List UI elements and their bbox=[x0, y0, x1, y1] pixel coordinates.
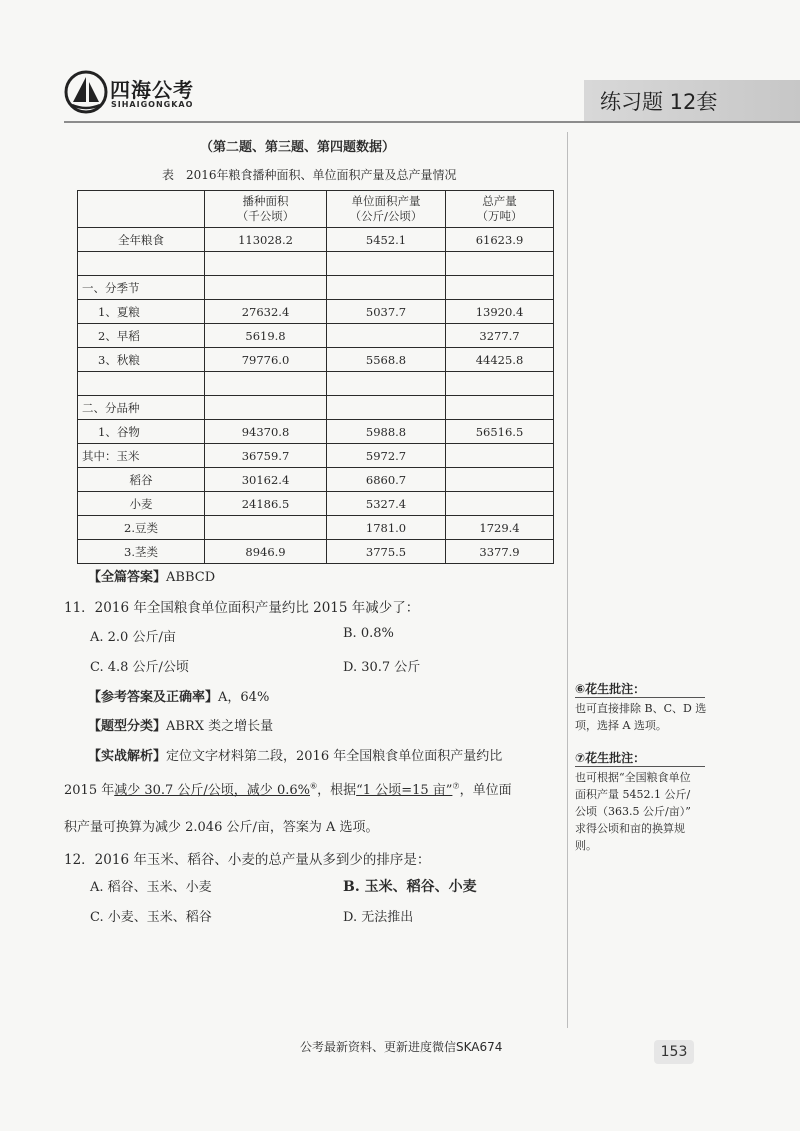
table-cell bbox=[446, 372, 554, 396]
table-header-row bbox=[78, 191, 554, 228]
table-row bbox=[78, 468, 554, 492]
table-cell: 24186.5 bbox=[205, 492, 327, 516]
table-cell bbox=[327, 372, 446, 396]
brand-name: 四海公考 bbox=[110, 78, 194, 102]
table-cell: 3.茎类 bbox=[78, 540, 205, 564]
table-cell bbox=[446, 468, 554, 492]
table-header-cell: 单位面积产量 （公斤/公顷） bbox=[327, 191, 446, 228]
q12-option-b: B. 玉米、稻谷、小麦 bbox=[343, 879, 477, 895]
table-cell: 全年粮食 bbox=[78, 228, 205, 252]
table-cell: 8946.9 bbox=[205, 540, 327, 564]
table-cell: 1781.0 bbox=[327, 516, 446, 540]
table-cell bbox=[78, 372, 205, 396]
q12-stem: 12．2016 年玉米、稻谷、小麦的总产量从多到少的排序是： bbox=[64, 852, 431, 868]
table-cell: 113028.2 bbox=[205, 228, 327, 252]
table-row bbox=[78, 516, 554, 540]
set-badge bbox=[584, 80, 800, 122]
table-cell: 其中：玉米 bbox=[78, 444, 205, 468]
table-cell bbox=[327, 252, 446, 276]
table-cell bbox=[205, 276, 327, 300]
note-6-title: ⑥花生批注： bbox=[575, 682, 646, 696]
table-cell: 5972.7 bbox=[327, 444, 446, 468]
table-cell: 1729.4 bbox=[446, 516, 554, 540]
table-header-cell bbox=[78, 191, 205, 228]
column-divider bbox=[567, 132, 568, 1028]
table-cell: 5568.8 bbox=[327, 348, 446, 372]
table-cell bbox=[446, 444, 554, 468]
table-row bbox=[78, 324, 554, 348]
table-title: 表 2016年粮食播种面积、单位面积产量及总产量情况 bbox=[162, 168, 457, 182]
table-cell: 5037.7 bbox=[327, 300, 446, 324]
table-cell: 79776.0 bbox=[205, 348, 327, 372]
brand-logo bbox=[64, 70, 204, 116]
table-row bbox=[78, 444, 554, 468]
table-cell: 44425.8 bbox=[446, 348, 554, 372]
table-cell: 36759.7 bbox=[205, 444, 327, 468]
table-cell bbox=[205, 516, 327, 540]
table-cell: 6860.7 bbox=[327, 468, 446, 492]
all-answers: 【全篇答案】ABBCD bbox=[88, 570, 216, 585]
note-7-rule bbox=[575, 766, 705, 767]
page-number: 153 bbox=[654, 1040, 694, 1064]
q11-reference-answer: 【参考答案及正确率】A，64% bbox=[88, 690, 270, 705]
table-cell bbox=[446, 276, 554, 300]
sailboat-logo-icon bbox=[64, 70, 108, 114]
q11-option-b: B. 0.8% bbox=[343, 626, 394, 641]
table-cell: 1、夏粮 bbox=[78, 300, 205, 324]
brand-subtitle: SIHAIGONGKAO bbox=[111, 100, 194, 109]
table-cell bbox=[327, 396, 446, 420]
table-cell bbox=[446, 492, 554, 516]
note-7-text: 也可根据“全国粮食单位 面积产量 5452.1 公斤/ 公顷（363.5 公斤/亩）” 求得公顷和亩的换算规 则。 bbox=[575, 771, 691, 852]
table-row bbox=[78, 252, 554, 276]
table-row bbox=[78, 420, 554, 444]
table-cell: 小麦 bbox=[78, 492, 205, 516]
table-cell: 2、早稻 bbox=[78, 324, 205, 348]
footer-text: 公考最新资料、更新进度微信SKA674 bbox=[300, 1040, 503, 1054]
q11-option-c: C. 4.8 公斤/公顷 bbox=[90, 660, 189, 675]
table-cell: 56516.5 bbox=[446, 420, 554, 444]
table-cell: 3277.7 bbox=[446, 324, 554, 348]
table-cell: 3、秋粮 bbox=[78, 348, 205, 372]
note-7-title: ⑦花生批注： bbox=[575, 751, 646, 765]
table-row bbox=[78, 300, 554, 324]
table-cell bbox=[205, 252, 327, 276]
table-cell: 3377.9 bbox=[446, 540, 554, 564]
table-cell bbox=[446, 396, 554, 420]
table-cell bbox=[205, 396, 327, 420]
q11-option-a: A. 2.0 公斤/亩 bbox=[90, 630, 176, 645]
note-6-text: 也可直接排除 B、C、D 选 项，选择 A 选项。 bbox=[575, 702, 707, 732]
table-cell bbox=[327, 324, 446, 348]
q12-option-c: C. 小麦、玉米、稻谷 bbox=[90, 910, 212, 925]
q12-option-a: A. 稻谷、玉米、小麦 bbox=[90, 880, 212, 895]
q12-option-d: D. 无法推出 bbox=[343, 910, 414, 925]
table-cell bbox=[327, 276, 446, 300]
table-cell: 1、谷物 bbox=[78, 420, 205, 444]
table-cell: 5452.1 bbox=[327, 228, 446, 252]
q11-stem: 11．2016 年全国粮食单位面积产量约比 2015 年减少了： bbox=[64, 600, 420, 616]
table-header-cell: 播种面积 （千公顷） bbox=[205, 191, 327, 228]
q11-analysis-line1: 【实战解析】定位文字材料第二段，2016 年全国粮食单位面积产量约比 bbox=[88, 749, 503, 764]
table-row bbox=[78, 396, 554, 420]
table-header-cell: 总产量 （万吨） bbox=[446, 191, 554, 228]
table-cell: 30162.4 bbox=[205, 468, 327, 492]
q11-analysis-line2: 2015 年减少 30.7 公斤/公顷，减少 0.6%⑥，根据“1 公顷=15 亩”⑦，单位面 bbox=[64, 781, 512, 798]
table-cell bbox=[78, 252, 205, 276]
q11-option-d: D. 30.7 公斤 bbox=[343, 660, 421, 675]
table-cell bbox=[205, 372, 327, 396]
table-row bbox=[78, 348, 554, 372]
table-cell: 5619.8 bbox=[205, 324, 327, 348]
table-row bbox=[78, 372, 554, 396]
table-row bbox=[78, 228, 554, 252]
table-cell: 13920.4 bbox=[446, 300, 554, 324]
table-cell: 一、分季节 bbox=[78, 276, 205, 300]
table-cell bbox=[446, 252, 554, 276]
table-cell: 94370.8 bbox=[205, 420, 327, 444]
table-cell: 27632.4 bbox=[205, 300, 327, 324]
grain-data-table bbox=[77, 190, 554, 564]
table-cell: 稻谷 bbox=[78, 468, 205, 492]
table-cell: 2.豆类 bbox=[78, 516, 205, 540]
table-cell: 5988.8 bbox=[327, 420, 446, 444]
table-row bbox=[78, 276, 554, 300]
table-cell: 61623.9 bbox=[446, 228, 554, 252]
set-badge-label: 练习题 12套 bbox=[600, 90, 718, 114]
table-cell: 二、分品种 bbox=[78, 396, 205, 420]
table-cell: 3775.5 bbox=[327, 540, 446, 564]
data-heading: （第二题、第三题、第四题数据） bbox=[200, 140, 396, 155]
q11-analysis-line3: 积产量可换算为减少 2.046 公斤/亩，答案为 A 选项。 bbox=[64, 820, 379, 835]
header-divider bbox=[64, 121, 800, 123]
table-row bbox=[78, 540, 554, 564]
table-row bbox=[78, 492, 554, 516]
table-cell: 5327.4 bbox=[327, 492, 446, 516]
q11-question-type: 【题型分类】ABRX 类之增长量 bbox=[88, 719, 274, 734]
note-6-rule bbox=[575, 697, 705, 698]
